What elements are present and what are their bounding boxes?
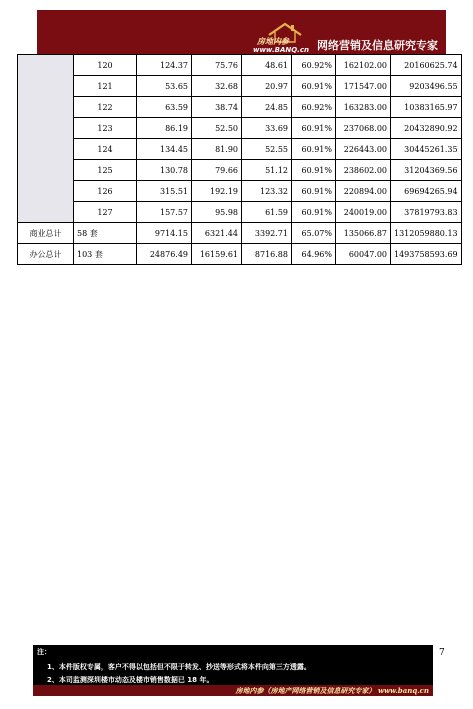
c1-cell: 130.78 <box>137 160 192 181</box>
summary-c1-cell: 24876.49 <box>137 244 192 265</box>
c3-cell: 20.97 <box>242 76 292 97</box>
pct-cell: 60.91% <box>292 160 336 181</box>
table-row <box>18 181 462 202</box>
table-row <box>18 118 462 139</box>
table-row <box>18 160 462 181</box>
c3-cell: 33.69 <box>242 118 292 139</box>
header-slogan: 网络营销及信息研究专家 <box>317 39 438 52</box>
unit-cell: 121 <box>74 76 137 97</box>
c2-cell: 38.74 <box>192 97 242 118</box>
brand <box>255 24 438 54</box>
pct-cell: 60.91% <box>292 118 336 139</box>
header-banner <box>37 10 446 54</box>
c2-cell: 75.76 <box>192 55 242 76</box>
c3-cell: 48.61 <box>242 55 292 76</box>
unit-cell: 124 <box>74 139 137 160</box>
summary-label: 商业总计 <box>18 223 74 244</box>
table-row <box>18 97 462 118</box>
unit-cell: 122 <box>74 97 137 118</box>
c3-cell: 52.55 <box>242 139 292 160</box>
table-row <box>18 76 462 97</box>
total-cell: 31204369.56 <box>391 160 462 181</box>
c1-cell: 124.37 <box>137 55 192 76</box>
pct-cell: 60.92% <box>292 97 336 118</box>
price-cell: 226443.00 <box>336 139 391 160</box>
c3-cell: 51.12 <box>242 160 292 181</box>
c3-cell: 61.59 <box>242 202 292 223</box>
c2-cell: 81.90 <box>192 139 242 160</box>
note-title: 注： <box>37 648 51 656</box>
c2-cell: 52.50 <box>192 118 242 139</box>
category-cell <box>18 55 74 223</box>
price-cell: 163283.00 <box>336 97 391 118</box>
summary-price-cell: 60047.00 <box>336 244 391 265</box>
logo <box>255 24 313 54</box>
unit-cell: 125 <box>74 160 137 181</box>
table-row <box>18 202 462 223</box>
table-row <box>18 139 462 160</box>
pct-cell: 60.91% <box>292 139 336 160</box>
price-cell: 162102.00 <box>336 55 391 76</box>
price-cell: 237068.00 <box>336 118 391 139</box>
logo-url: www.BANQ.cn <box>253 46 309 54</box>
c1-cell: 157.57 <box>137 202 192 223</box>
note-monitoring: 2、本司监测深圳楼市动态及楼市销售数据已 18 年。 <box>47 676 214 684</box>
summary-c3-cell: 3392.71 <box>242 223 292 244</box>
logo-text: 房地内参 <box>257 36 289 46</box>
pct-cell: 60.91% <box>292 76 336 97</box>
summary-c2-cell: 16159.61 <box>192 244 242 265</box>
c2-cell: 192.19 <box>192 181 242 202</box>
c2-cell: 32.68 <box>192 76 242 97</box>
pct-cell: 60.91% <box>292 202 336 223</box>
unit-cell: 127 <box>74 202 137 223</box>
summary-count: 58 套 <box>74 223 137 244</box>
pct-cell: 60.92% <box>292 55 336 76</box>
table-body <box>18 55 462 265</box>
summary-row <box>18 223 462 244</box>
price-cell: 240019.00 <box>336 202 391 223</box>
summary-c3-cell: 8716.88 <box>242 244 292 265</box>
summary-total-cell: 1493758593.69 <box>391 244 462 265</box>
c1-cell: 86.19 <box>137 118 192 139</box>
c2-cell: 79.66 <box>192 160 242 181</box>
c1-cell: 134.45 <box>137 139 192 160</box>
total-cell: 69694265.94 <box>391 181 462 202</box>
c3-cell: 123.32 <box>242 181 292 202</box>
c2-cell: 95.98 <box>192 202 242 223</box>
price-cell: 238602.00 <box>336 160 391 181</box>
pct-cell: 60.91% <box>292 181 336 202</box>
summary-label: 办公总计 <box>18 244 74 265</box>
c1-cell: 63.59 <box>137 97 192 118</box>
footer-notes <box>33 645 433 696</box>
total-cell: 10383165.97 <box>391 97 462 118</box>
total-cell: 20160625.74 <box>391 55 462 76</box>
summary-pct-cell: 64.96% <box>292 244 336 265</box>
table-row <box>18 55 462 76</box>
c1-cell: 315.51 <box>137 181 192 202</box>
c3-cell: 24.85 <box>242 97 292 118</box>
unit-cell: 123 <box>74 118 137 139</box>
summary-count: 103 套 <box>74 244 137 265</box>
unit-cell: 126 <box>74 181 137 202</box>
price-cell: 220894.00 <box>336 181 391 202</box>
summary-price-cell: 135066.87 <box>336 223 391 244</box>
summary-c2-cell: 6321.44 <box>192 223 242 244</box>
summary-total-cell: 1312059880.13 <box>391 223 462 244</box>
unit-cell: 120 <box>74 55 137 76</box>
summary-pct-cell: 65.07% <box>292 223 336 244</box>
total-cell: 37819793.83 <box>391 202 462 223</box>
total-cell: 9203496.55 <box>391 76 462 97</box>
summary-row <box>18 244 462 265</box>
total-cell: 20432890.92 <box>391 118 462 139</box>
page-number: 7 <box>439 648 445 658</box>
price-cell: 171547.00 <box>336 76 391 97</box>
summary-c1-cell: 9714.15 <box>137 223 192 244</box>
total-cell: 30445261.35 <box>391 139 462 160</box>
c1-cell: 53.65 <box>137 76 192 97</box>
note-copyright: 1、本件版权专属，客户不得以包括但不限于转发、抄送等形式将本件向第三方透露。 <box>47 663 311 671</box>
footer-strip: 房地内参（房地产网络营销及信息研究专家） www.banq.cn <box>33 685 433 696</box>
sales-table <box>17 54 462 265</box>
